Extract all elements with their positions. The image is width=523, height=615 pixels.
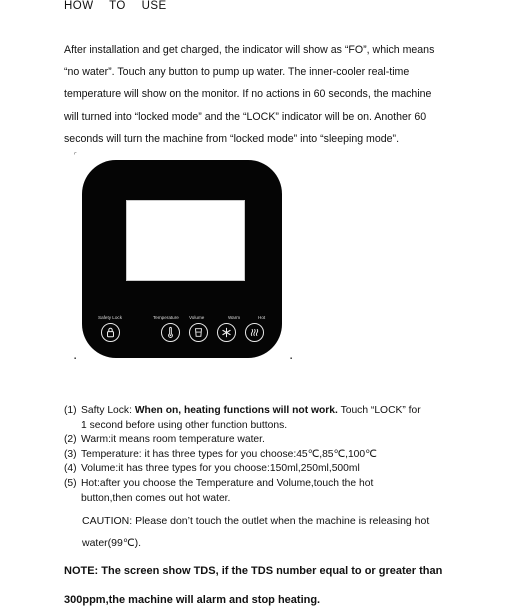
intro-line: After installation and get charged, the indicator will show as “FO”, which means: [64, 44, 435, 56]
label-safety-lock: Safety Lock: [98, 315, 123, 320]
intro-line: seconds will turn the machine from “locked mode” into “sleeping mode”.: [64, 132, 400, 145]
temperature-button[interactable]: [161, 323, 180, 342]
intro-line: “no water”. Touch any button to pump up water. The inner-cooler real-time: [64, 66, 410, 79]
thermometer-icon: [162, 324, 179, 341]
section-heading: [64, 0, 179, 12]
intro-line: will turned into “locked mode” and the “LOCK” indicator will be on. Another 60: [64, 110, 427, 123]
note-text: NOTE: The screen show TDS, if the TDS number equal to or greater than 300ppm,the machine will alarm and stop heating.: [64, 565, 443, 606]
steam-icon: [246, 324, 263, 341]
hot-button[interactable]: [245, 323, 264, 342]
control-panel-figure: [70, 150, 310, 370]
label-warm: Warm: [228, 315, 241, 320]
list-item: (2) Warm:it means room temperature water.: [64, 434, 265, 446]
corner-mark: ▪: [290, 356, 293, 362]
caution-text: CAUTION: Please don’t touch the outlet when the machine is releasing hot water(99℃).: [82, 515, 430, 549]
label-volume: Volume: [189, 315, 205, 320]
label-temperature: Temperature: [153, 315, 179, 320]
corner-mark: ⌜: [74, 153, 77, 159]
safety-lock-button[interactable]: [101, 323, 120, 342]
label-hot: Hot: [258, 315, 266, 320]
list-item: (3) Temperature: it has three types for you choose:45℃,85℃,100℃: [64, 448, 377, 460]
heading-word: USE: [141, 0, 167, 12]
cup-icon: [190, 324, 207, 341]
intro-line: temperature will show on the monitor. If no actions in 60 seconds, the machine: [64, 88, 432, 101]
list-item: (1) Safty Lock: When on, heating functions will not work. Touch “LOCK” for: [64, 405, 421, 416]
lock-icon: [102, 324, 119, 341]
list-item: (4) Volume:it has three types for you choose:150ml,250ml,500ml: [64, 463, 360, 475]
list-item-continuation: button,then comes out hot water.: [81, 492, 231, 504]
warm-button[interactable]: [217, 323, 236, 342]
list-item: (5) Hot:after you choose the Temperature and Volume,touch the hot: [64, 477, 374, 489]
heading-word: HOW: [64, 0, 94, 12]
display-screen: [126, 200, 245, 281]
snowflake-icon: [218, 324, 235, 341]
volume-button[interactable]: [189, 323, 208, 342]
heading-word: TO: [109, 0, 126, 12]
control-panel: [82, 160, 282, 358]
intro-paragraph: [64, 39, 456, 150]
instruction-list: [64, 404, 464, 506]
corner-mark: ▪: [74, 356, 77, 362]
list-item-continuation: 1 second before using other function buttons.: [81, 419, 288, 431]
